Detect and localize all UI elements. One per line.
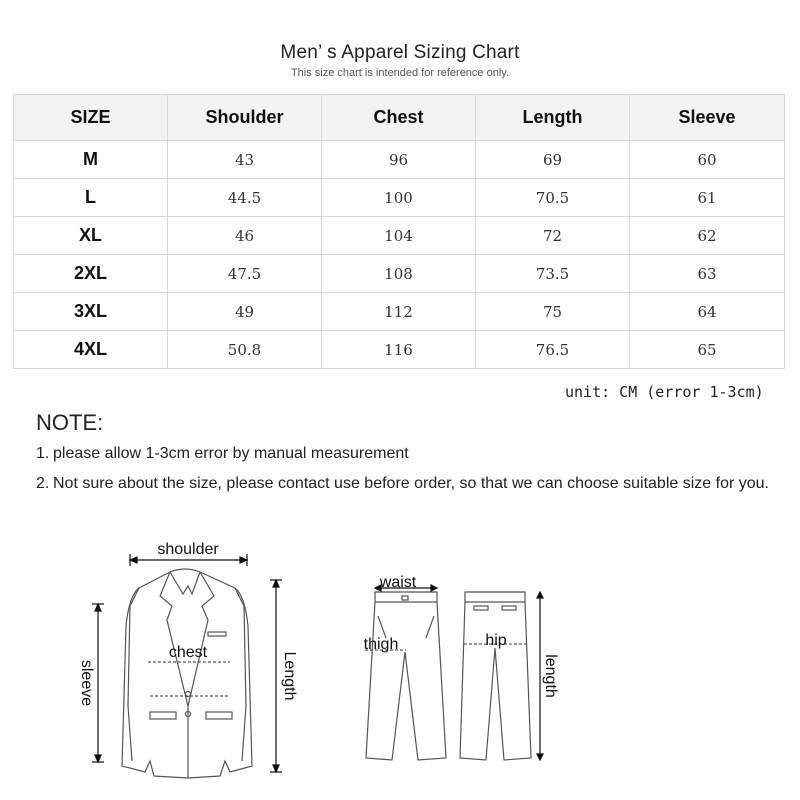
length-cell: 76.5 <box>476 331 630 369</box>
length-cell: 73.5 <box>476 255 630 293</box>
size-cell: 2XL <box>14 255 168 293</box>
column-header-shoulder: Shoulder <box>168 95 322 141</box>
column-header-chest: Chest <box>322 95 476 141</box>
sleeve-cell: 63 <box>630 255 785 293</box>
size-cell: M <box>14 141 168 179</box>
size-cell: L <box>14 179 168 217</box>
note-text: Not sure about the size, please contact use before order, so that we can choose suitable size for you. <box>53 475 769 492</box>
table-header-row <box>14 95 785 141</box>
note-text: please allow 1-3cm error by manual measurement <box>53 445 409 462</box>
waist-label: waist <box>379 574 417 591</box>
column-header-length: Length <box>476 95 630 141</box>
column-header-size: SIZE <box>14 95 168 141</box>
hip-label: hip <box>485 632 507 649</box>
column-header-sleeve: Sleeve <box>630 95 785 141</box>
size-cell: 4XL <box>14 331 168 369</box>
sleeve-cell: 60 <box>630 141 785 179</box>
length-cell: 75 <box>476 293 630 331</box>
shoulder-cell: 44.5 <box>168 179 322 217</box>
sleeve-cell: 64 <box>630 293 785 331</box>
chest-cell: 116 <box>322 331 476 369</box>
table-row <box>14 293 785 331</box>
table-row <box>14 179 785 217</box>
unit-note: unit: CM (error 1-3cm) <box>565 383 764 401</box>
length-cell: 69 <box>476 141 630 179</box>
note-index: 1. <box>36 445 50 462</box>
chest-cell: 108 <box>322 255 476 293</box>
note-item <box>36 471 776 497</box>
chest-cell: 112 <box>322 293 476 331</box>
sleeve-label: sleeve <box>78 659 95 707</box>
table-row <box>14 331 785 369</box>
shoulder-cell: 43 <box>168 141 322 179</box>
shoulder-cell: 49 <box>168 293 322 331</box>
size-cell: XL <box>14 217 168 255</box>
size-cell: 3XL <box>14 293 168 331</box>
note-list <box>36 441 776 501</box>
table-row <box>14 255 785 293</box>
shoulder-label: shoulder <box>157 541 219 558</box>
sleeve-cell: 65 <box>630 331 785 369</box>
note-heading: NOTE: <box>36 410 104 435</box>
page-subtitle: This size chart is intended for reference only. <box>290 67 510 79</box>
chest-cell: 96 <box>322 141 476 179</box>
jacket-diagram <box>70 536 310 786</box>
chest-label: chest <box>168 644 208 661</box>
note-item <box>36 441 776 467</box>
length-label: Length <box>281 651 298 701</box>
size-table <box>13 94 785 369</box>
thigh-label: thigh <box>363 636 399 653</box>
page-title: Men’ s Apparel Sizing Chart <box>280 42 520 63</box>
length-cell: 72 <box>476 217 630 255</box>
shoulder-cell: 46 <box>168 217 322 255</box>
table-row <box>14 141 785 179</box>
sleeve-cell: 61 <box>630 179 785 217</box>
note-index: 2. <box>36 475 50 492</box>
sleeve-cell: 62 <box>630 217 785 255</box>
chest-cell: 100 <box>322 179 476 217</box>
chest-cell: 104 <box>322 217 476 255</box>
pants-length-label: length <box>542 654 559 698</box>
table-row <box>14 217 785 255</box>
shoulder-cell: 50.8 <box>168 331 322 369</box>
pants-diagram <box>350 566 570 776</box>
length-cell: 70.5 <box>476 179 630 217</box>
shoulder-cell: 47.5 <box>168 255 322 293</box>
